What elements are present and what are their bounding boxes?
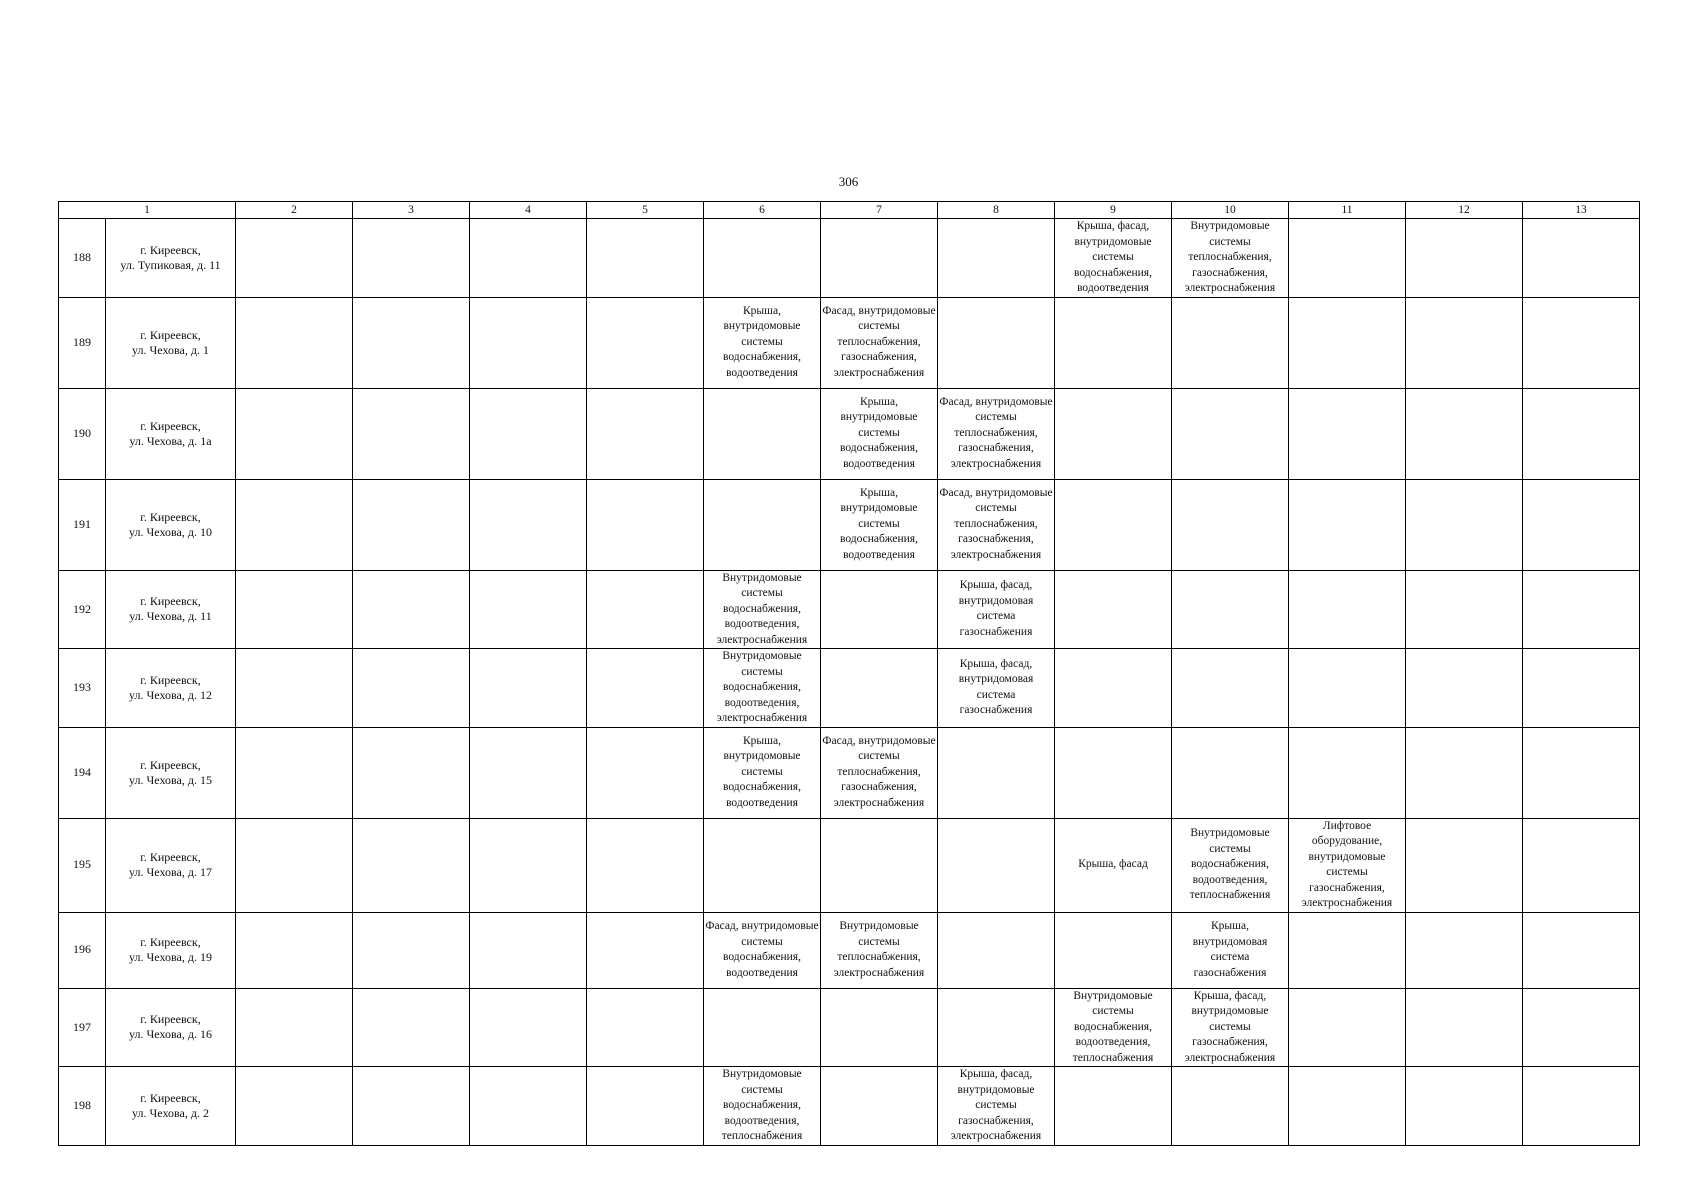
column-header: 5 [587, 202, 704, 219]
column-header: 13 [1523, 202, 1640, 219]
work-cell-col-8 [938, 988, 1055, 1067]
work-cell-col-11 [1289, 479, 1406, 570]
table-row [59, 297, 1640, 388]
work-cell-col-8 [938, 912, 1055, 988]
work-cell-col-8 [938, 219, 1055, 298]
address-cell [106, 1067, 236, 1146]
work-cell-col-3 [353, 912, 470, 988]
work-cell-col-5 [587, 818, 704, 912]
address-cell [106, 479, 236, 570]
work-cell-col-2 [236, 570, 353, 649]
address-line: ул. Чехова, д. 15 [129, 772, 212, 787]
work-cell-col-9 [1055, 388, 1172, 479]
row-number: 189 [59, 297, 106, 388]
capital-repair-schedule-table [58, 201, 1640, 1146]
work-cell-col-4 [470, 988, 587, 1067]
work-cell-col-2 [236, 727, 353, 818]
work-cell-col-9 [1055, 1067, 1172, 1146]
work-cell-col-8: Крыша, фасад, внутридомовые системы газоснабжения, электроснабжения [938, 1067, 1055, 1146]
page-number: 306 [838, 174, 859, 189]
work-cell-col-9 [1055, 912, 1172, 988]
row-number: 190 [59, 388, 106, 479]
column-header: 6 [704, 202, 821, 219]
work-cell-col-3 [353, 388, 470, 479]
work-cell-col-7: Крыша, внутридомовые системы водоснабжения, водоотведения [821, 388, 938, 479]
work-cell-col-7 [821, 570, 938, 649]
work-cell-col-5 [587, 570, 704, 649]
work-cell-col-9: Крыша, фасад [1055, 818, 1172, 912]
table-row [59, 649, 1640, 728]
work-cell-col-10: Крыша, внутридомовая система газоснабжения [1172, 912, 1289, 988]
address-cell [106, 818, 236, 912]
work-cell-col-9 [1055, 297, 1172, 388]
work-cell-col-2 [236, 1067, 353, 1146]
work-cell-col-11 [1289, 570, 1406, 649]
work-cell-col-12 [1406, 479, 1523, 570]
column-header: 10 [1172, 202, 1289, 219]
work-cell-col-4 [470, 727, 587, 818]
work-cell-col-3 [353, 570, 470, 649]
work-cell-col-9 [1055, 727, 1172, 818]
work-cell-col-6: Крыша, внутридомовые системы водоснабжения, водоотведения [704, 727, 821, 818]
address-line: ул. Тупиковая, д. 11 [120, 257, 221, 272]
column-header: 7 [821, 202, 938, 219]
work-cell-col-6 [704, 479, 821, 570]
work-cell-col-6 [704, 988, 821, 1067]
work-cell-col-7 [821, 219, 938, 298]
address-cell [106, 388, 236, 479]
column-header: 3 [353, 202, 470, 219]
row-number: 198 [59, 1067, 106, 1146]
work-cell-col-9 [1055, 570, 1172, 649]
work-cell-col-6 [704, 219, 821, 298]
work-cell-col-4 [470, 479, 587, 570]
work-cell-col-3 [353, 297, 470, 388]
work-cell-col-10 [1172, 727, 1289, 818]
work-cell-col-13 [1523, 818, 1640, 912]
column-header: 9 [1055, 202, 1172, 219]
work-cell-col-7 [821, 988, 938, 1067]
address-cell [106, 727, 236, 818]
work-cell-col-11 [1289, 988, 1406, 1067]
work-cell-col-2 [236, 297, 353, 388]
address-line: г. Киреевск, [140, 850, 201, 864]
address-cell [106, 649, 236, 728]
row-number: 194 [59, 727, 106, 818]
column-header: 4 [470, 202, 587, 219]
work-cell-col-13 [1523, 988, 1640, 1067]
column-header: 2 [236, 202, 353, 219]
row-number: 188 [59, 219, 106, 298]
work-cell-col-5 [587, 649, 704, 728]
work-cell-col-3 [353, 988, 470, 1067]
row-number: 197 [59, 988, 106, 1067]
work-cell-col-4 [470, 570, 587, 649]
work-cell-col-6: Внутридомовые системы водоснабжения, водоотведения, электроснабжения [704, 649, 821, 728]
address-cell [106, 219, 236, 298]
work-cell-col-7 [821, 1067, 938, 1146]
work-cell-col-6 [704, 388, 821, 479]
work-cell-col-13 [1523, 388, 1640, 479]
table-row [59, 912, 1640, 988]
address-cell [106, 912, 236, 988]
work-cell-col-13 [1523, 219, 1640, 298]
address-line: ул. Чехова, д. 17 [129, 865, 212, 879]
work-cell-col-2 [236, 479, 353, 570]
table-row [59, 988, 1640, 1067]
address-cell [106, 297, 236, 388]
work-cell-col-13 [1523, 1067, 1640, 1146]
work-cell-col-12 [1406, 388, 1523, 479]
work-cell-col-9 [1055, 479, 1172, 570]
work-cell-col-13 [1523, 297, 1640, 388]
work-cell-col-8: Фасад, внутридомовые системы теплоснабжения, газоснабжения, электроснабжения [938, 479, 1055, 570]
address-line: ул. Чехова, д. 12 [129, 687, 212, 702]
work-cell-col-13 [1523, 727, 1640, 818]
work-cell-col-6: Крыша, внутридомовые системы водоснабжения, водоотведения [704, 297, 821, 388]
work-cell-col-8 [938, 297, 1055, 388]
work-cell-col-4 [470, 818, 587, 912]
work-cell-col-10: Внутридомовые системы теплоснабжения, газоснабжения, электроснабжения [1172, 219, 1289, 298]
work-cell-col-2 [236, 649, 353, 728]
work-cell-col-3 [353, 479, 470, 570]
work-cell-col-2 [236, 219, 353, 298]
work-cell-col-7 [821, 649, 938, 728]
work-cell-col-5 [587, 297, 704, 388]
work-cell-col-10 [1172, 570, 1289, 649]
table-row [59, 479, 1640, 570]
work-cell-col-3 [353, 219, 470, 298]
work-cell-col-12 [1406, 219, 1523, 298]
row-number: 192 [59, 570, 106, 649]
work-cell-col-6: Внутридомовые системы водоснабжения, водоотведения, теплоснабжения [704, 1067, 821, 1146]
work-cell-col-3 [353, 1067, 470, 1146]
work-cell-col-13 [1523, 570, 1640, 649]
work-cell-col-10 [1172, 297, 1289, 388]
work-cell-col-10: Внутридомовые системы водоснабжения, водоотведения, теплоснабжения [1172, 818, 1289, 912]
column-header: 12 [1406, 202, 1523, 219]
address-line: ул. Чехова, д. 11 [129, 609, 212, 624]
work-cell-col-5 [587, 219, 704, 298]
address-cell [106, 570, 236, 649]
address-line: г. Киреевск, [140, 935, 201, 949]
address-line: г. Киреевск, [140, 1090, 201, 1105]
row-number: 196 [59, 912, 106, 988]
address-line: ул. Чехова, д. 1 [132, 342, 209, 357]
work-cell-col-10 [1172, 1067, 1289, 1146]
table-row [59, 818, 1640, 912]
work-cell-col-8: Крыша, фасад, внутридомовая система газоснабжения [938, 570, 1055, 649]
address-line: г. Киреевск, [140, 418, 201, 433]
work-cell-col-4 [470, 1067, 587, 1146]
work-cell-col-4 [470, 388, 587, 479]
address-cell [106, 988, 236, 1067]
work-cell-col-11 [1289, 649, 1406, 728]
work-cell-col-11 [1289, 297, 1406, 388]
work-cell-col-12 [1406, 912, 1523, 988]
work-cell-col-11 [1289, 727, 1406, 818]
work-cell-col-9: Внутридомовые системы водоснабжения, водоотведения, теплоснабжения [1055, 988, 1172, 1067]
address-line: ул. Чехова, д. 2 [132, 1105, 209, 1120]
work-cell-col-8: Крыша, фасад, внутридомовая система газоснабжения [938, 649, 1055, 728]
work-cell-col-7: Крыша, внутридомовые системы водоснабжения, водоотведения [821, 479, 938, 570]
work-cell-col-8: Фасад, внутридомовые системы теплоснабжения, газоснабжения, электроснабжения [938, 388, 1055, 479]
work-cell-col-11 [1289, 912, 1406, 988]
address-line: ул. Чехова, д. 1а [129, 433, 212, 448]
work-cell-col-5 [587, 388, 704, 479]
work-cell-col-6: Фасад, внутридомовые системы водоснабжения, водоотведения [704, 912, 821, 988]
work-cell-col-11 [1289, 1067, 1406, 1146]
row-number: 191 [59, 479, 106, 570]
address-line: г. Киреевск, [140, 242, 201, 257]
table-row [59, 570, 1640, 649]
address-line: г. Киреевск, [140, 594, 201, 609]
table-row [59, 727, 1640, 818]
work-cell-col-7: Фасад, внутридомовые системы теплоснабжения, газоснабжения, электроснабжения [821, 297, 938, 388]
work-cell-col-12 [1406, 1067, 1523, 1146]
address-line: ул. Чехова, д. 10 [129, 524, 212, 539]
work-cell-col-12 [1406, 988, 1523, 1067]
work-cell-col-10 [1172, 649, 1289, 728]
work-cell-col-12 [1406, 297, 1523, 388]
work-cell-col-9 [1055, 649, 1172, 728]
column-number-row [59, 202, 1640, 219]
work-cell-col-10 [1172, 479, 1289, 570]
address-line: г. Киреевск, [140, 1012, 201, 1027]
work-cell-col-11 [1289, 219, 1406, 298]
work-cell-col-4 [470, 219, 587, 298]
work-cell-col-12 [1406, 649, 1523, 728]
work-cell-col-4 [470, 912, 587, 988]
work-cell-col-11: Лифтовое оборудование, внутридомовые системы газоснабжения, электроснабжения [1289, 818, 1406, 912]
work-cell-col-3 [353, 649, 470, 728]
table-row [59, 388, 1640, 479]
work-cell-col-2 [236, 988, 353, 1067]
work-cell-col-4 [470, 297, 587, 388]
work-cell-col-13 [1523, 479, 1640, 570]
work-cell-col-4 [470, 649, 587, 728]
column-header: 11 [1289, 202, 1406, 219]
work-cell-col-3 [353, 818, 470, 912]
work-cell-col-5 [587, 479, 704, 570]
work-cell-col-6 [704, 818, 821, 912]
work-cell-col-8 [938, 727, 1055, 818]
work-cell-col-7: Фасад, внутридомовые системы теплоснабжения, газоснабжения, электроснабжения [821, 727, 938, 818]
work-cell-col-2 [236, 818, 353, 912]
address-line: г. Киреевск, [140, 757, 201, 772]
work-cell-col-2 [236, 388, 353, 479]
address-line: ул. Чехова, д. 16 [129, 1027, 212, 1042]
work-cell-col-10: Крыша, фасад, внутридомовые системы газоснабжения, электроснабжения [1172, 988, 1289, 1067]
work-cell-col-11 [1289, 388, 1406, 479]
address-line: г. Киреевск, [140, 672, 201, 687]
address-line: г. Киреевск, [140, 327, 201, 342]
work-cell-col-7: Внутридомовые системы теплоснабжения, электроснабжения [821, 912, 938, 988]
work-cell-col-12 [1406, 727, 1523, 818]
address-line: г. Киреевск, [140, 509, 201, 524]
work-cell-col-8 [938, 818, 1055, 912]
work-cell-col-12 [1406, 570, 1523, 649]
address-line: ул. Чехова, д. 19 [129, 950, 212, 964]
work-cell-col-12 [1406, 818, 1523, 912]
row-number: 193 [59, 649, 106, 728]
row-number: 195 [59, 818, 106, 912]
work-cell-col-5 [587, 988, 704, 1067]
work-cell-col-9: Крыша, фасад, внутридомовые системы водоснабжения, водоотведения [1055, 219, 1172, 298]
work-cell-col-7 [821, 818, 938, 912]
work-cell-col-6: Внутридомовые системы водоснабжения, водоотведения, электроснабжения [704, 570, 821, 649]
work-cell-col-13 [1523, 912, 1640, 988]
table-row [59, 219, 1640, 298]
work-cell-col-13 [1523, 649, 1640, 728]
work-cell-col-5 [587, 912, 704, 988]
column-header: 8 [938, 202, 1055, 219]
table-row [59, 1067, 1640, 1146]
column-header: 1 [59, 202, 236, 219]
work-cell-col-10 [1172, 388, 1289, 479]
work-cell-col-2 [236, 912, 353, 988]
work-cell-col-5 [587, 1067, 704, 1146]
work-cell-col-3 [353, 727, 470, 818]
work-cell-col-5 [587, 727, 704, 818]
